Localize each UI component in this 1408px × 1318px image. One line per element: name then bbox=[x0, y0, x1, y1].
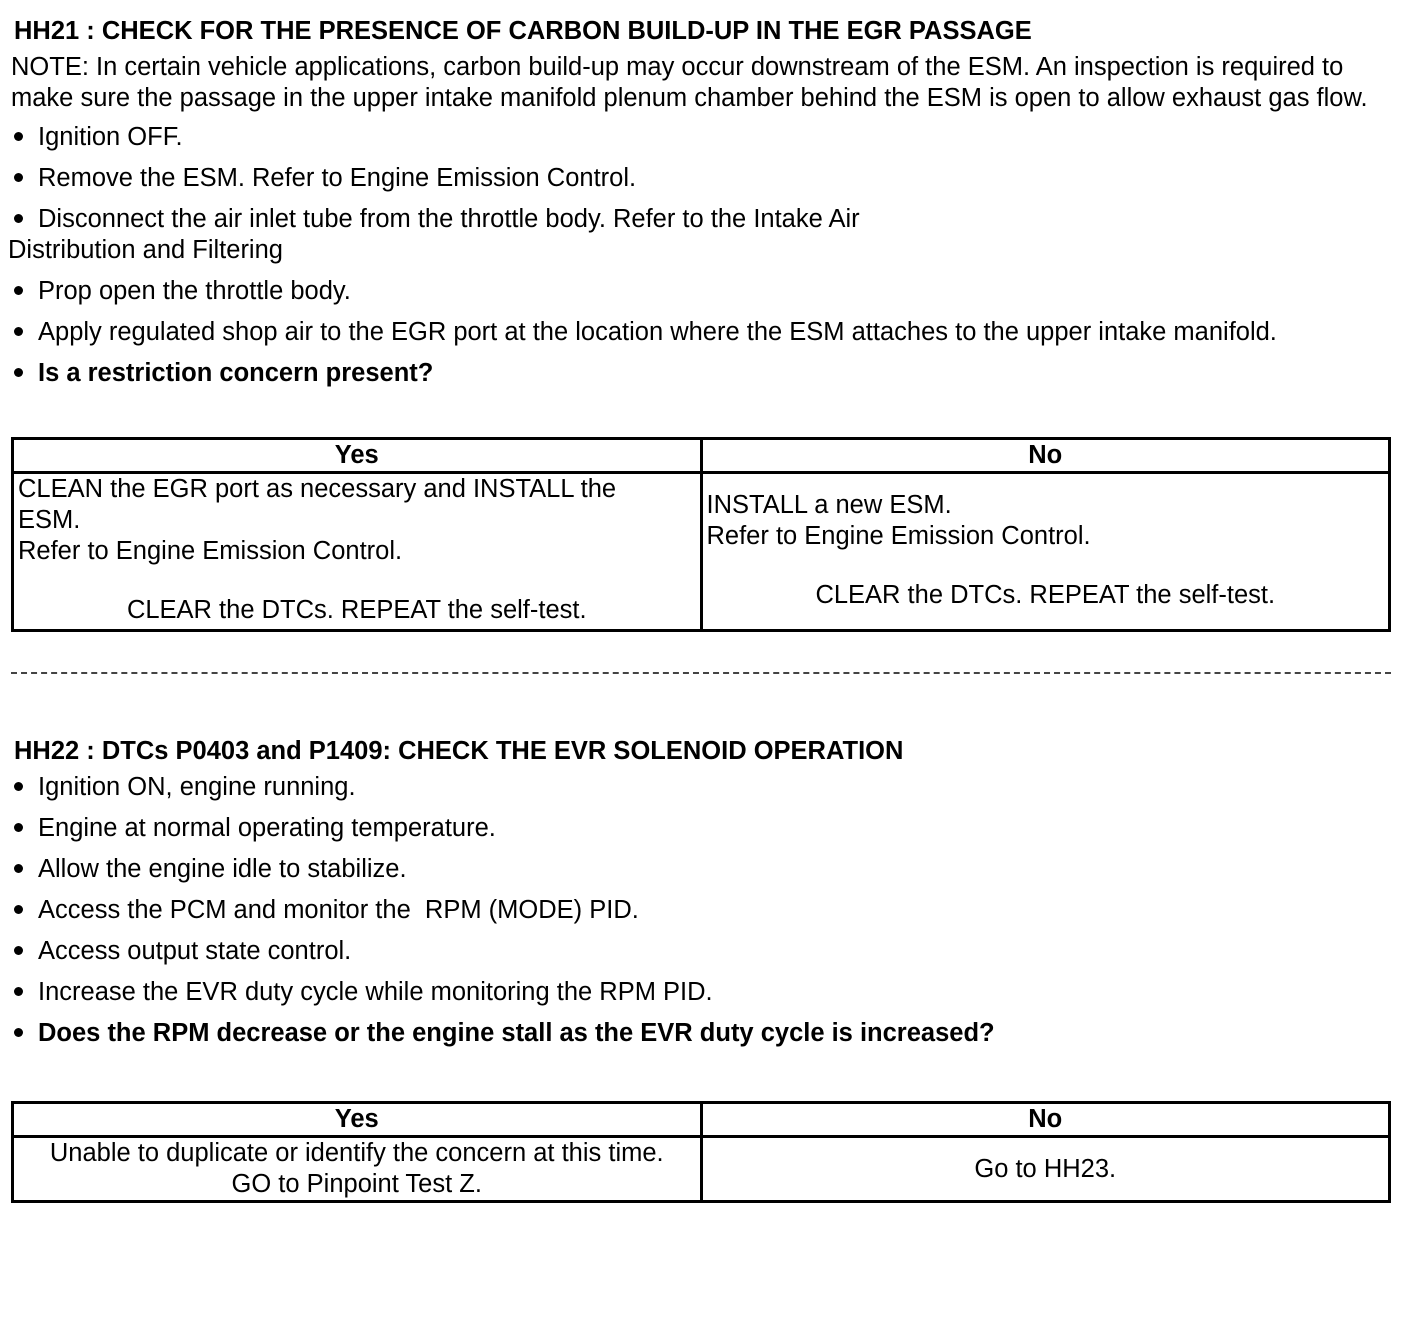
hh21-note: NOTE: In certain vehicle applications, carbon build-up may occur downstream of the ESM. An inspection is required to make sure the passage in the upper intake manifold plenum chamber behind the ESM is open to allow exhaust gas flow. bbox=[11, 53, 1368, 112]
hh21-step: Apply regulated shop air to the EGR port at the location where the ESM attaches to the upper intake manifold. bbox=[11, 317, 1371, 348]
hh21-step: Disconnect the air inlet tube from the throttle body. Refer to the Intake Air Distribution and Filtering bbox=[8, 205, 860, 264]
hh22-result-table bbox=[11, 1101, 1391, 1203]
no-cell: Go to HH23. bbox=[701, 1137, 1390, 1202]
hh21-heading: HH21 : CHECK FOR THE PRESENCE OF CARBON BUILD-UP IN THE EGR PASSAGE bbox=[14, 17, 1032, 45]
bullet-icon bbox=[14, 782, 23, 791]
hh21-question: Is a restriction concern present? bbox=[11, 358, 1391, 389]
hh22-step: Allow the engine idle to stabilize. bbox=[11, 854, 1391, 885]
hh22-heading: HH22 : DTCs P0403 and P1409: CHECK THE EVR SOLENOID OPERATION bbox=[14, 737, 904, 765]
hh22-steps bbox=[11, 772, 1391, 1049]
hh22-step: Access the PCM and monitor the RPM (MODE) PID. bbox=[11, 895, 1391, 926]
bullet-icon bbox=[14, 864, 23, 873]
hh22-step: Increase the EVR duty cycle while monitoring the RPM PID. bbox=[11, 977, 1391, 1008]
yes-header: Yes bbox=[13, 439, 702, 473]
bullet-icon bbox=[14, 946, 23, 955]
no-header: No bbox=[701, 1103, 1390, 1137]
bullet-icon bbox=[14, 823, 23, 832]
hh21-step-continuation: Distribution and Filtering bbox=[8, 236, 283, 264]
hh21-step: Prop open the throttle body. bbox=[11, 276, 1391, 307]
hh22-step: Engine at normal operating temperature. bbox=[11, 813, 1391, 844]
bullet-icon bbox=[14, 327, 23, 336]
bullet-icon bbox=[14, 1028, 23, 1037]
hh22-question: Does the RPM decrease or the engine stall as the EVR duty cycle is increased? bbox=[11, 1018, 1391, 1049]
bullet-icon bbox=[14, 173, 23, 182]
yes-cell: CLEAN the EGR port as necessary and INSTALL the ESM. Refer to Engine Emission Control. CLEAR the DTCs. REPEAT the self-test. bbox=[13, 473, 702, 631]
no-header: No bbox=[701, 439, 1390, 473]
hh22-step: Access output state control. bbox=[11, 936, 1391, 967]
hh21-steps bbox=[8, 122, 1391, 389]
hh21-result-table bbox=[11, 437, 1391, 632]
bullet-icon bbox=[14, 286, 23, 295]
bullet-icon bbox=[14, 987, 23, 996]
bullet-icon bbox=[14, 214, 23, 223]
yes-cell: Unable to duplicate or identify the concern at this time. GO to Pinpoint Test Z. bbox=[13, 1137, 702, 1202]
hh22-step: Ignition ON, engine running. bbox=[11, 772, 1391, 803]
hh21-step: Ignition OFF. bbox=[11, 122, 1391, 153]
bullet-icon bbox=[14, 905, 23, 914]
bullet-icon bbox=[14, 132, 23, 141]
no-cell: INSTALL a new ESM. Refer to Engine Emission Control. CLEAR the DTCs. REPEAT the self-test. bbox=[701, 473, 1390, 631]
section-divider bbox=[11, 672, 1391, 674]
bullet-icon bbox=[14, 368, 23, 377]
hh21-step: Remove the ESM. Refer to Engine Emission Control. bbox=[11, 163, 1391, 194]
document-page bbox=[8, 14, 1391, 1203]
yes-header: Yes bbox=[13, 1103, 702, 1137]
